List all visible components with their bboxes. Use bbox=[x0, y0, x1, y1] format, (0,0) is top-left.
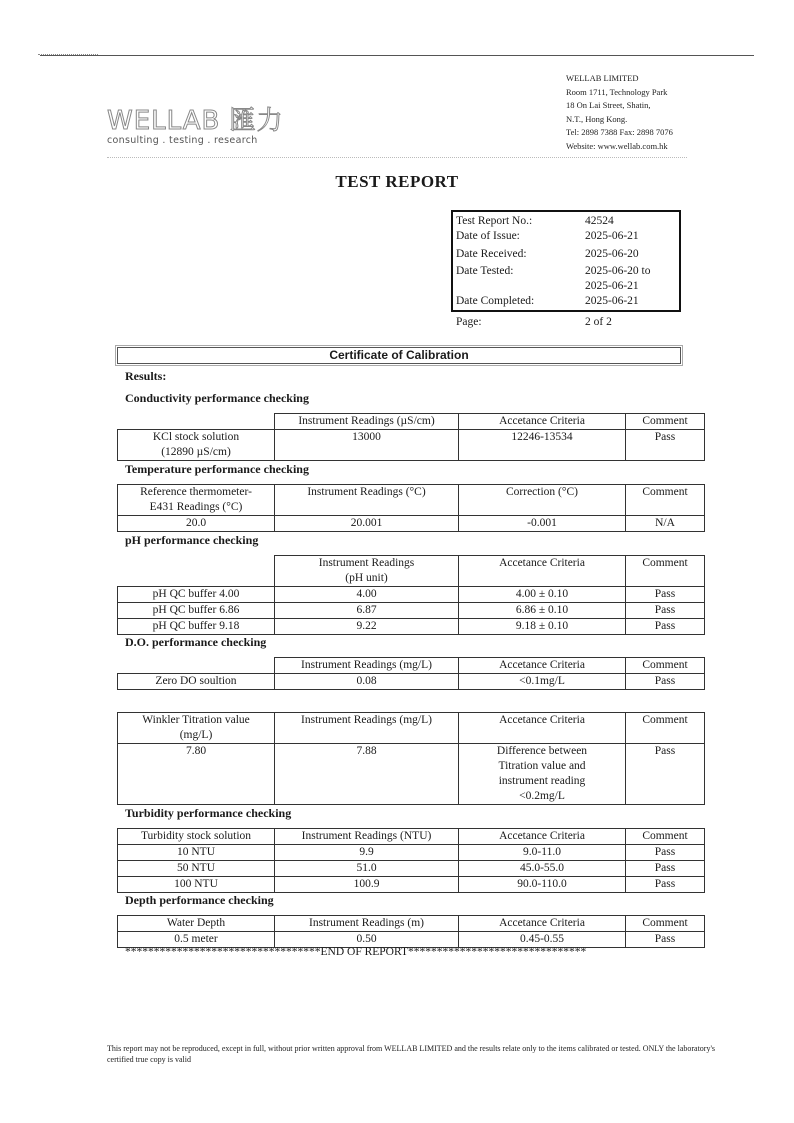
comment-cell: Pass bbox=[626, 619, 705, 635]
reading-cell: 7.88 bbox=[275, 744, 459, 805]
sample-cell bbox=[118, 430, 275, 461]
table-row bbox=[118, 603, 705, 619]
sample-cell: Zero DO soultion bbox=[118, 674, 275, 690]
issue-date-row bbox=[456, 228, 639, 244]
header-cell: Instrument Readings (°C) bbox=[275, 485, 459, 516]
do-heading: D.O. performance checking bbox=[125, 635, 267, 649]
temperature-heading: Temperature performance checking bbox=[125, 462, 309, 476]
end-of-report-marker: **********************************END OF REPORT******************************* bbox=[125, 946, 587, 958]
header-cell bbox=[118, 713, 275, 744]
criteria-cell: 6.86 ± 0.10 bbox=[459, 603, 626, 619]
header-cell: Instrument Readings (µS/cm) bbox=[275, 414, 459, 430]
table-header-row bbox=[118, 713, 705, 744]
header-line: E431 Readings (°C) bbox=[149, 501, 243, 513]
page-row bbox=[456, 314, 612, 330]
criteria-line: Difference between bbox=[496, 745, 588, 757]
address-line: WELLAB LIMITED bbox=[566, 73, 639, 83]
header-cell bbox=[275, 556, 459, 587]
header-cell: Comment bbox=[626, 556, 705, 587]
report-no-label: Test Report No.: bbox=[456, 215, 533, 227]
header-cell: Turbidity stock solution bbox=[118, 829, 275, 845]
header-rule bbox=[40, 55, 754, 56]
sample-spec: (12890 µS/cm) bbox=[161, 446, 231, 458]
comment-cell: Pass bbox=[626, 877, 705, 893]
table-header-row bbox=[118, 414, 705, 430]
reading-cell: 9.22 bbox=[275, 619, 459, 635]
footer-disclaimer: This report may not be reproduced, except in full, without prior written approval from WELLAB LIMITED and the results relate only to the items calibrated or tested. ONLY the laboratory's certified true copy is valid bbox=[107, 1044, 716, 1064]
criteria-cell: 90.0-110.0 bbox=[459, 877, 626, 893]
header-line: Reference thermometer- bbox=[140, 486, 252, 498]
sample-cell: 0.5 meter bbox=[118, 932, 275, 948]
table-header-row bbox=[118, 658, 705, 674]
reading-cell: 20.001 bbox=[275, 516, 459, 532]
header-line: (mg/L) bbox=[179, 729, 213, 741]
sample-cell: 100 NTU bbox=[118, 877, 275, 893]
conductivity-table bbox=[117, 413, 705, 461]
criteria-line: Titration value and bbox=[498, 760, 586, 772]
comment-cell: Pass bbox=[626, 430, 705, 461]
header-cell bbox=[118, 485, 275, 516]
logo-wordmark: WELLAB 匯力 bbox=[107, 106, 284, 136]
turbidity-table bbox=[117, 828, 705, 893]
comment-cell: N/A bbox=[626, 516, 705, 532]
header-cell: Accetance Criteria bbox=[459, 916, 626, 932]
do-table bbox=[117, 657, 705, 690]
header-cell: Accetance Criteria bbox=[459, 556, 626, 587]
table-row bbox=[118, 861, 705, 877]
reading-cell: 0.50 bbox=[275, 932, 459, 948]
criteria-cell: 45.0-55.0 bbox=[459, 861, 626, 877]
comment-cell: Pass bbox=[626, 744, 705, 805]
tested-date-row-2 bbox=[456, 278, 639, 294]
table-row bbox=[118, 516, 705, 532]
header-line: Winkler Titration value bbox=[142, 714, 250, 726]
header-cell: Accetance Criteria bbox=[459, 658, 626, 674]
header-cell: Accetance Criteria bbox=[459, 414, 626, 430]
conductivity-heading: Conductivity performance checking bbox=[125, 391, 309, 405]
logo-divider bbox=[107, 157, 687, 158]
ph-table bbox=[117, 555, 705, 635]
header-line: Instrument Readings bbox=[318, 557, 415, 569]
received-date-label: Date Received: bbox=[456, 248, 527, 260]
sample-cell: 10 NTU bbox=[118, 845, 275, 861]
tested-date-value: 2025-06-20 to bbox=[585, 265, 651, 277]
address-line: Room 1711, Technology Park bbox=[566, 86, 668, 97]
page-title: TEST REPORT bbox=[335, 172, 459, 191]
page-value: 2 of 2 bbox=[585, 316, 612, 328]
header-cell: Accetance Criteria bbox=[459, 713, 626, 744]
criteria-cell: 12246-13534 bbox=[459, 430, 626, 461]
turbidity-heading: Turbidity performance checking bbox=[125, 806, 292, 820]
address-line: Website: www.wellab.com.hk bbox=[566, 140, 668, 151]
completed-date-value: 2025-06-21 bbox=[585, 295, 639, 307]
reading-cell: 4.00 bbox=[275, 587, 459, 603]
reading-cell: 0.08 bbox=[275, 674, 459, 690]
sample-cell: pH QC buffer 4.00 bbox=[118, 587, 275, 603]
tested-date-row bbox=[456, 263, 650, 279]
reading-cell: 13000 bbox=[275, 430, 459, 461]
header-cell: Comment bbox=[626, 485, 705, 516]
results-label: Results: bbox=[125, 369, 167, 383]
reading-cell: 51.0 bbox=[275, 861, 459, 877]
completed-date-row bbox=[456, 293, 639, 309]
issue-date-value: 2025-06-21 bbox=[585, 230, 639, 242]
comment-cell: Pass bbox=[626, 932, 705, 948]
titration-value-cell: 7.80 bbox=[118, 744, 275, 805]
received-date-row bbox=[456, 246, 639, 262]
report-no-value: 42524 bbox=[585, 215, 614, 227]
comment-cell: Pass bbox=[626, 845, 705, 861]
depth-heading: Depth performance checking bbox=[125, 893, 274, 907]
table-row bbox=[118, 619, 705, 635]
header-cell: Comment bbox=[626, 414, 705, 430]
criteria-cell: 0.45-0.55 bbox=[459, 932, 626, 948]
header-cell: Comment bbox=[626, 916, 705, 932]
comment-cell: Pass bbox=[626, 603, 705, 619]
reading-cell: 100.9 bbox=[275, 877, 459, 893]
correction-cell: -0.001 bbox=[459, 516, 626, 532]
certificate-banner: Certificate of Calibration bbox=[117, 347, 681, 364]
company-logo bbox=[107, 107, 284, 146]
tested-date-label: Date Tested: bbox=[456, 265, 514, 277]
sample-cell: 50 NTU bbox=[118, 861, 275, 877]
sample-cell: pH QC buffer 6.86 bbox=[118, 603, 275, 619]
address-line: N.T., Hong Kong. bbox=[566, 113, 628, 124]
criteria-line: <0.2mg/L bbox=[519, 790, 565, 802]
criteria-cell: 9.0-11.0 bbox=[459, 845, 626, 861]
winkler-table bbox=[117, 712, 705, 805]
depth-table bbox=[117, 915, 705, 948]
page-label: Page: bbox=[456, 316, 482, 328]
header-cell bbox=[118, 658, 275, 674]
comment-cell: Pass bbox=[626, 587, 705, 603]
comment-cell: Pass bbox=[626, 861, 705, 877]
reference-cell: 20.0 bbox=[118, 516, 275, 532]
table-row bbox=[118, 430, 705, 461]
report-no-row bbox=[456, 213, 614, 229]
table-row bbox=[118, 744, 705, 805]
criteria-cell bbox=[459, 744, 626, 805]
table-header-row bbox=[118, 485, 705, 516]
reading-cell: 9.9 bbox=[275, 845, 459, 861]
table-row bbox=[118, 674, 705, 690]
table-header-row bbox=[118, 556, 705, 587]
header-cell: Water Depth bbox=[118, 916, 275, 932]
header-cell: Accetance Criteria bbox=[459, 829, 626, 845]
header-cell: Instrument Readings (NTU) bbox=[275, 829, 459, 845]
header-cell: Comment bbox=[626, 658, 705, 674]
criteria-line: instrument reading bbox=[498, 775, 586, 787]
logo-tagline: consulting . testing . research bbox=[107, 135, 258, 146]
ph-heading: pH performance checking bbox=[125, 533, 259, 547]
header-line: (pH unit) bbox=[345, 572, 388, 584]
table-row bbox=[118, 877, 705, 893]
header-cell: Instrument Readings (mg/L) bbox=[275, 713, 459, 744]
header-cell: Instrument Readings (mg/L) bbox=[275, 658, 459, 674]
sample-cell: pH QC buffer 9.18 bbox=[118, 619, 275, 635]
header-cell: Correction (°C) bbox=[459, 485, 626, 516]
company-address bbox=[566, 72, 673, 153]
sample-name: KCl stock solution bbox=[152, 431, 240, 443]
header-cell bbox=[118, 556, 275, 587]
tested-date-value-2: 2025-06-21 bbox=[585, 280, 639, 292]
reading-cell: 6.87 bbox=[275, 603, 459, 619]
temperature-table bbox=[117, 484, 705, 532]
criteria-cell: 9.18 ± 0.10 bbox=[459, 619, 626, 635]
table-row bbox=[118, 587, 705, 603]
criteria-cell: <0.1mg/L bbox=[459, 674, 626, 690]
table-header-row bbox=[118, 829, 705, 845]
received-date-value: 2025-06-20 bbox=[585, 248, 639, 260]
comment-cell: Pass bbox=[626, 674, 705, 690]
header-cell: Instrument Readings (m) bbox=[275, 916, 459, 932]
table-header-row bbox=[118, 916, 705, 932]
address-line: Tel: 2898 7388 Fax: 2898 7076 bbox=[566, 127, 673, 137]
criteria-cell: 4.00 ± 0.10 bbox=[459, 587, 626, 603]
table-row bbox=[118, 845, 705, 861]
address-line: 18 On Lai Street, Shatin, bbox=[566, 100, 651, 110]
header-cell bbox=[118, 414, 275, 430]
header-cell: Comment bbox=[626, 829, 705, 845]
header-cell: Comment bbox=[626, 713, 705, 744]
issue-date-label: Date of Issue: bbox=[456, 230, 520, 242]
completed-date-label: Date Completed: bbox=[456, 295, 535, 307]
